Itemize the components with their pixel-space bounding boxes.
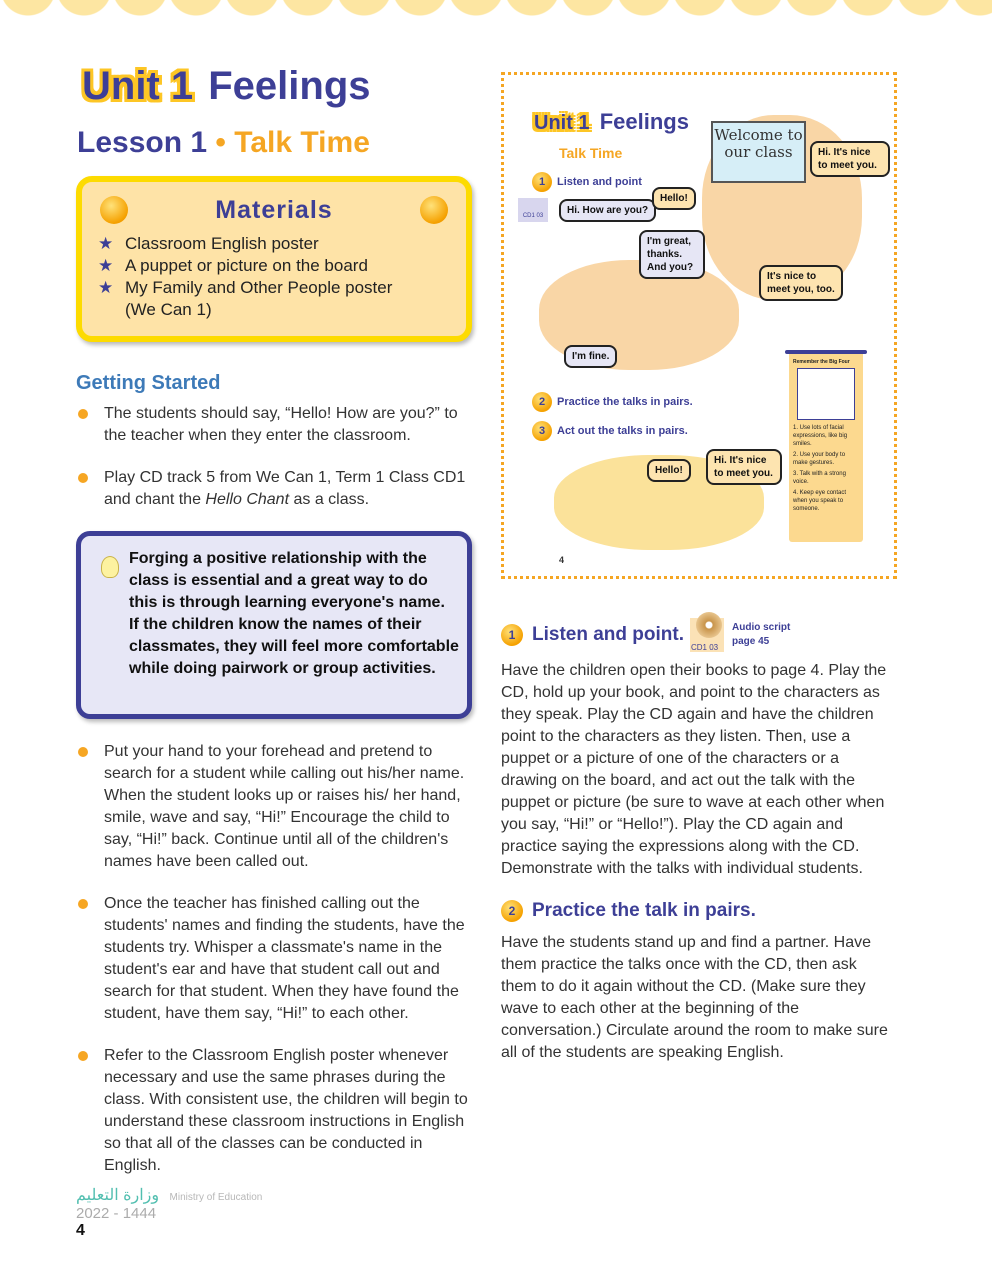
thumb-unit-name: Feelings [599,109,689,134]
separator: • [215,126,226,159]
cd-icon [690,618,724,652]
section-1-heading [501,618,896,652]
star-icon: ★ [98,278,114,297]
speech-bubble: Hi. How are you? [559,199,656,222]
section-1-text: Have the children open their books to page 4. Play the CD, hold up your book, and point to the characters as they speak. Play the CD again and have the children point to the characters as they listen. Then, use a puppet or a picture of one of the characters or a drawing on the board, and act out the talk with the puppet or picture (be sure to wave at each other when you say, “Hi!” or “Hello!”). Play the CD again and practice saying the expressions along with the CD. Demonstrate with the talks with individual students. [501,662,887,877]
audio-script-label: Audio script [732,622,791,633]
number-badge: 2 [501,900,523,922]
lightbulb-icon [101,556,119,578]
big-four-item: 1. Use lots of facial expressions, like big smiles. [793,425,848,447]
number-badge: 2 [532,392,552,412]
thumb-unit-badge: Unit 1 [530,112,594,135]
tip-box [76,531,472,719]
bullet-text: Once the teacher has finished calling out the students' names and finding the students, have the students try. Whisper a classmate's name in the student's ear and have that student call out and search for that student. When they have found the student, have them say, “Hi!” to each other. [104,895,465,1022]
bullet-item [76,403,476,447]
activity-2 [532,392,693,412]
star-icon: ★ [98,256,114,275]
bullet-dot [78,409,88,419]
cd-track-label: CD1 03 [691,643,719,652]
activity-label: Listen and point [557,176,642,188]
welcome-sign: Welcome to our class [711,121,806,183]
star-icon: ★ [98,234,114,253]
activity-3 [532,421,688,441]
left-column [76,372,476,1240]
bullet-text-part: as a class. [289,491,370,508]
bullet-text-part: Play CD track 5 from We Can 1, Term 1 Class CD1 and chant the [104,469,466,508]
hanger-rod [785,350,867,354]
lesson-name: Talk Time [234,126,370,159]
ball-icon [420,196,448,224]
ministry-watermark [76,1185,476,1222]
lesson-title [77,126,370,160]
unit-name: Feelings [208,64,371,108]
materials-item [98,277,466,321]
section-title: Listen and point. [532,624,684,645]
year: 2022 - 1444 [76,1205,157,1222]
activity-label: Practice the talks in pairs. [557,396,693,408]
bullet-item [76,893,476,1025]
bullet-dot [78,1051,88,1061]
materials-item-text: My Family and Other People poster (We Can 1) [125,278,393,319]
bullet-item [76,741,476,873]
ministry-english: Ministry of Education [169,1192,263,1203]
bullet-item [76,467,476,511]
big-four-title: Remember the Big Four [793,359,850,365]
materials-item [98,255,466,277]
bullet-text: Refer to the Classroom English poster whenever necessary and use the same phrases during the class. With consistent use, the children will begin to understand these classroom instructions in English so that all of the classes can be conducted in English. [104,1047,468,1174]
unit-badge: Unit 1 [78,64,197,109]
bullet-item [76,1045,476,1177]
materials-title: Materials [215,196,333,224]
thumb-unit-title [530,109,689,135]
audio-script-ref [732,621,790,649]
materials-item-text: Classroom English poster [125,234,319,253]
big-four-item: 2. Use your body to make gestures. [793,452,846,466]
section-2-heading [501,900,896,922]
getting-started-heading: Getting Started [76,372,221,394]
speech-bubble: It's nice to meet you, too. [759,265,843,301]
materials-item-text: A puppet or picture on the board [125,256,368,275]
speech-bubble: Hello! [652,187,696,210]
page-number: 4 [76,1222,85,1239]
materials-item [98,233,466,255]
number-badge: 1 [501,624,523,646]
big-four-pictures [797,368,855,420]
right-column [501,618,896,1064]
number-badge: 1 [532,172,552,192]
section-2-text: Have the students stand up and find a partner. Have them practice the talks once with the CD, then ask them to do it again without the CD. (Make sure they wave to each other at the beginning of the conversation.) Circulate around the room to make sure all of the students are speaking English. [501,934,888,1061]
bullet-dot [78,899,88,909]
activity-label: Act out the talks in pairs. [557,425,688,437]
big-four-item: 4. Keep eye contact when you speak to someone. [793,490,847,512]
ministry-arabic: وزارة التعليم [76,1187,160,1204]
chant-title: Hello Chant [205,491,290,508]
top-scallop-border [0,0,992,40]
number-badge: 3 [532,421,552,441]
bullet-text [104,467,476,511]
bullet-dot [78,747,88,757]
ball-icon [100,196,128,224]
bullet-text: Put your hand to your forehead and pretend to search for a student while calling out his/her name. When the student looks up or raises his/ her hand, smile, wave and say, “Hi!” Encourage the child to say, “Hi!” back. Continue until all of the children's names have been called out. [104,743,465,870]
speech-bubble: Hi. It's nice to meet you. [706,449,782,485]
tip-text: Forging a positive relationship with the class is essential and a great way to do this is through learning everyone's name. If the children know the names of their classmates, they will feel more comfortable while doing pairwork or group activities. [129,550,459,677]
cd-icon: CD1 03 [518,198,548,222]
lesson-number: Lesson 1 [77,126,208,159]
unit-title [78,64,371,109]
disc-graphic [696,612,722,638]
bullet-dot [78,473,88,483]
section-title: Practice the talk in pairs. [532,900,756,921]
thumb-page-number: 4 [559,555,565,565]
student-book-page [501,72,897,579]
big-four-item: 3. Talk with a strong voice. [793,471,846,485]
speech-bubble: Hi. It's nice to meet you. [810,141,890,177]
big-four-panel [789,350,863,542]
materials-box [76,176,472,342]
activity-1 [532,172,642,192]
bullet-text: The students should say, “Hello! How are you?” to the teacher when they enter the classroom. [104,405,458,444]
speech-bubble: Hello! [647,459,691,482]
speech-bubble: I'm fine. [564,345,617,368]
audio-script-page: page 45 [732,636,770,647]
thumb-subtitle: Talk Time [559,145,623,161]
speech-bubble: I'm great, thanks. And you? [639,230,705,279]
